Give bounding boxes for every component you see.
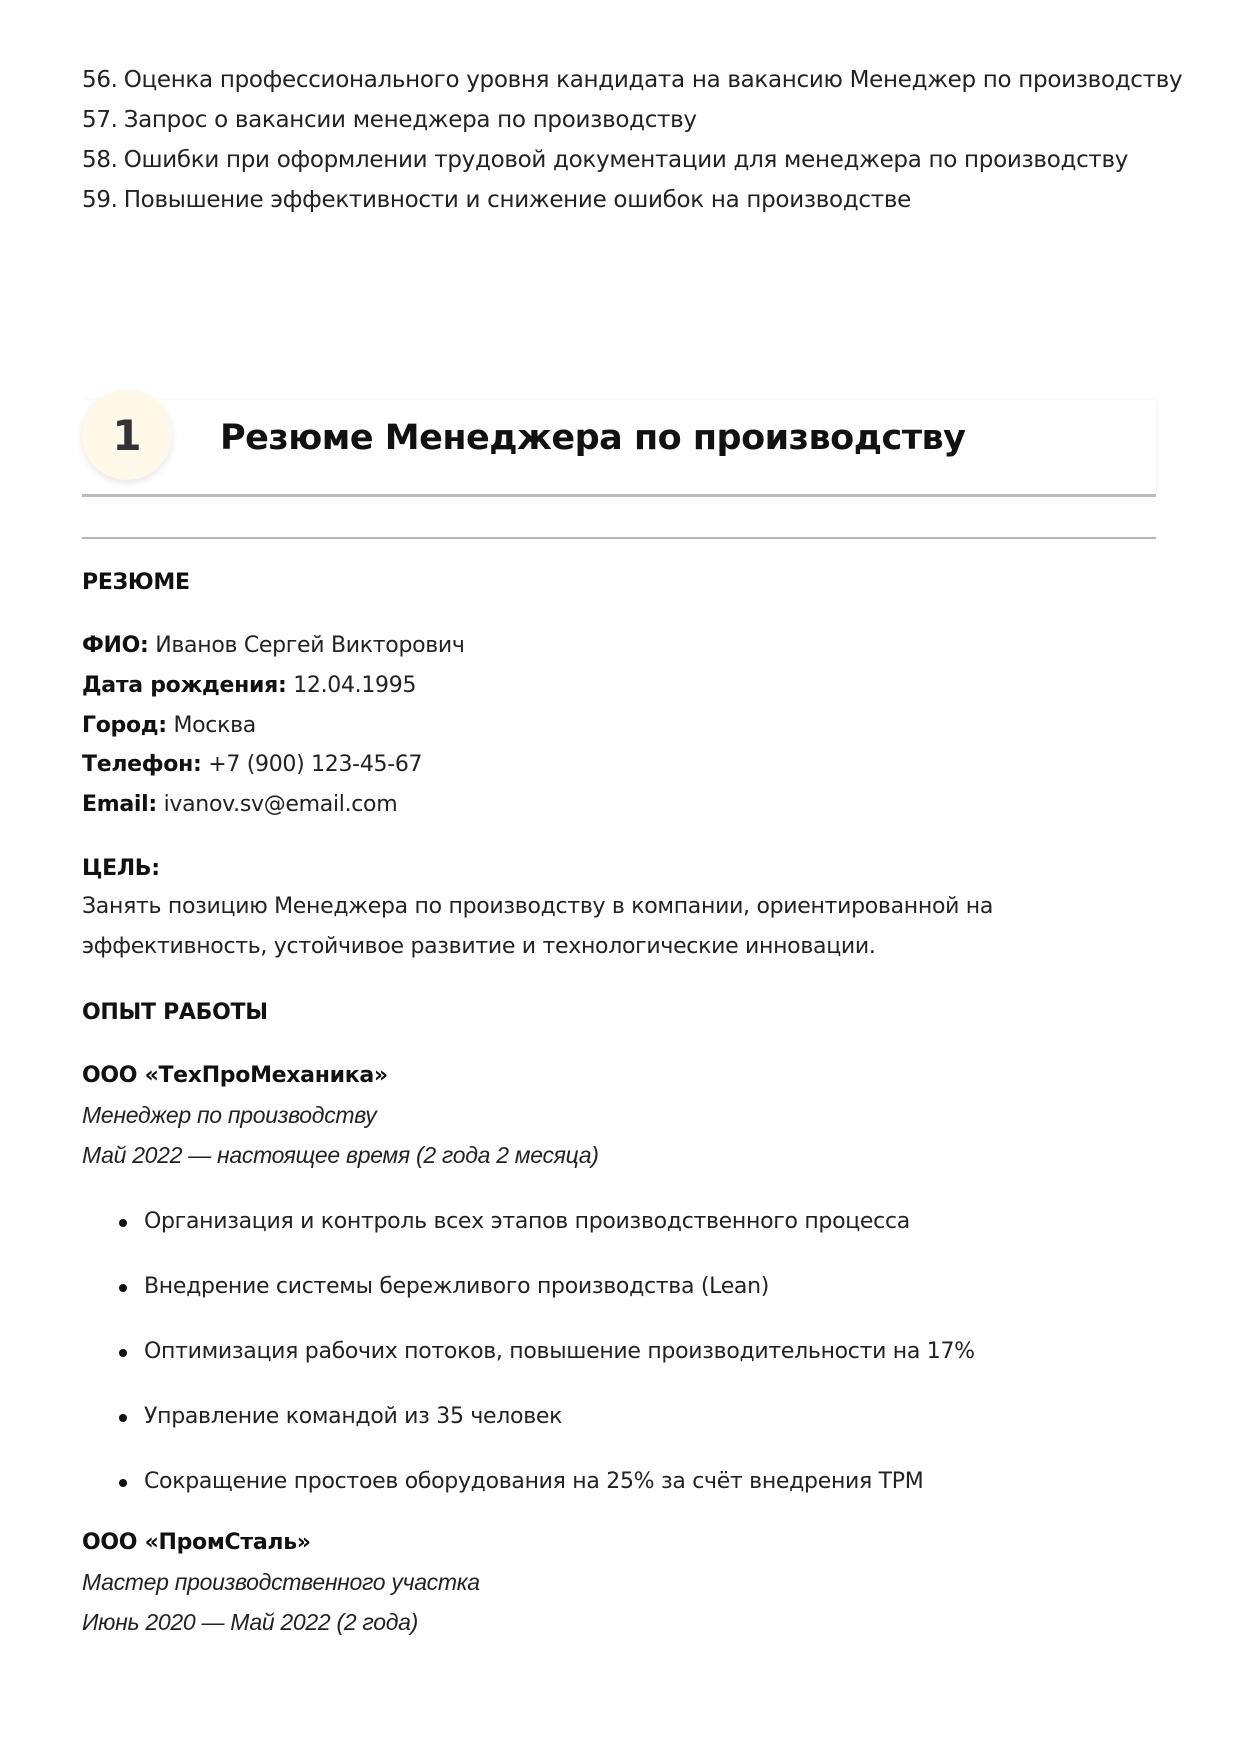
field-phone (82, 752, 422, 777)
field-value: Москва (173, 713, 256, 738)
duty-text: Управление командой из 35 человек (144, 1404, 563, 1429)
toc-item[interactable] (82, 180, 1182, 220)
table-of-contents-list (82, 60, 1182, 220)
section-number-badge: 1 (82, 390, 172, 480)
bullet-icon (119, 1349, 127, 1357)
resume-heading: РЕЗЮМЕ (82, 570, 190, 595)
list-item (82, 1272, 975, 1337)
job-position: Менеджер по производству (82, 1102, 377, 1128)
bullet-icon (119, 1284, 127, 1292)
toc-item[interactable] (82, 140, 1182, 180)
duty-text: Внедрение системы бережливого производства (Lean) (144, 1274, 770, 1299)
field-label: Телефон: (82, 752, 202, 777)
bullet-icon (119, 1414, 127, 1422)
toc-item[interactable] (82, 60, 1182, 100)
duty-text: Сокращение простоев оборудования на 25% за счёт внедрения TPM (144, 1469, 924, 1494)
field-full-name (82, 633, 465, 658)
job-period: Май 2022 — настоящее время (2 года 2 месяца) (82, 1142, 599, 1168)
divider (82, 537, 1156, 539)
field-value: Иванов Сергей Викторович (155, 633, 465, 658)
toc-item-text: Повышение эффективности и снижение ошибок на производстве (123, 187, 911, 213)
field-value: ivanov.sv@email.com (163, 792, 398, 817)
list-item (82, 1467, 975, 1532)
list-item (82, 1402, 975, 1467)
goal-heading: ЦЕЛЬ: (82, 856, 160, 881)
toc-item-number: 57. (82, 107, 118, 133)
field-value: +7 (900) 123-45-67 (208, 752, 423, 777)
section-title: Резюме Менеджера по производству (220, 418, 966, 458)
bullet-icon (119, 1219, 127, 1227)
section-header (82, 400, 1156, 497)
field-label: Email: (82, 792, 157, 817)
experience-heading: ОПЫТ РАБОТЫ (82, 1000, 268, 1025)
field-label: Город: (82, 713, 167, 738)
field-value: 12.04.1995 (293, 673, 417, 698)
toc-item-number: 58. (82, 147, 118, 173)
goal-text: Занять позицию Менеджера по производству в компании, ориентированной на эффективность, устойчивое развитие и технологические инновации. (82, 894, 994, 959)
field-label: Дата рождения: (82, 673, 287, 698)
bullet-icon (119, 1479, 127, 1487)
duty-text: Организация и контроль всех этапов производственного процесса (144, 1209, 910, 1234)
job-duties-list (82, 1207, 975, 1532)
toc-item-text: Оценка профессионального уровня кандидата на вакансию Менеджер по производству (123, 67, 1183, 93)
field-birth-date (82, 673, 416, 698)
toc-item-number: 59. (82, 187, 118, 213)
list-item (82, 1207, 975, 1272)
toc-item-text: Ошибки при оформлении трудовой документации для менеджера по производству (123, 147, 1129, 173)
job-company: ООО «ПромСталь» (82, 1530, 311, 1555)
toc-item-number: 56. (82, 67, 118, 93)
list-item (82, 1337, 975, 1402)
duty-text: Оптимизация рабочих потоков, повышение производительности на 17% (144, 1339, 975, 1364)
field-email (82, 792, 397, 817)
field-label: ФИО: (82, 633, 149, 658)
toc-item-text: Запрос о вакансии менеджера по производству (123, 107, 697, 133)
field-city (82, 713, 256, 738)
toc-item[interactable] (82, 100, 1182, 140)
job-period: Июнь 2020 — Май 2022 (2 года) (82, 1609, 418, 1635)
job-position: Мастер производственного участка (82, 1569, 480, 1595)
job-company: ООО «ТехПроМеханика» (82, 1063, 388, 1088)
